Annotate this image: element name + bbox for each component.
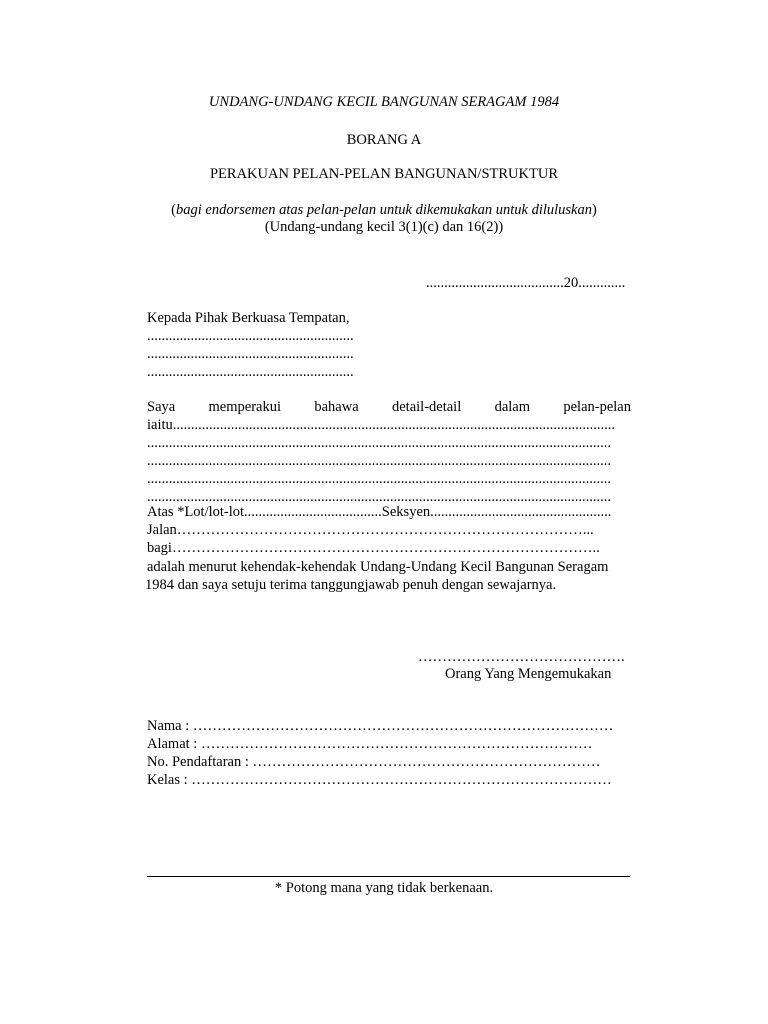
declaration-word: Saya [147,399,176,415]
date-line: ......................................20............. [426,275,626,291]
footnote: * Potong mana yang tidak berkenaan. [274,880,494,896]
act-title: UNDANG-UNDANG KECIL BANGUNAN SERAGAM 1984 [208,94,560,110]
addressee-line: ......................................................... [147,364,354,380]
purpose-text: bagi endorsemen atas pelan-pelan untuk dikemukakan untuk diluluskan [176,202,592,218]
conformity-text: adalah menurut kehendak-kehendak Undang-Undang Kecil Bangunan Seragam [147,559,609,575]
kelas-field: Kelas : …………………………………………………………………………… [147,772,612,788]
declaration-word: detail-detail [391,399,462,415]
addressee-label: Kepada Pihak Berkuasa Tempatan, [147,310,350,326]
form-name: BORANG A [346,132,422,148]
dotted-line: ................................................................................................................................ [147,453,611,469]
declaration-word: pelan-pelan [563,399,631,415]
jalan-line: Jalan…………………………………………………………………………... [147,522,594,538]
purpose-close-paren: ) [591,202,597,218]
iaitu-line: iaitu.......................................................................................................................... [147,417,616,433]
lot-section-line: Atas *Lot/lot-lot......................................Seksyen.................................................. [147,504,612,520]
signature-label: Orang Yang Mengemukakan [445,666,612,682]
alamat-field: Alamat : ……………………………………………………………………… [147,736,593,752]
declaration-word: memperakui [208,399,282,415]
no-pendaftaran-field: No. Pendaftaran : ……………………………………………………………… [147,754,601,770]
dotted-line: ................................................................................................................................ [147,435,611,451]
declaration-word: dalam [494,399,531,415]
signature-line: ……………………………………. [418,649,625,665]
bagi-line: bagi…………………………………………………………………………….. [147,540,600,556]
footnote-divider [147,876,630,877]
bylaw-reference: (Undang-undang kecil 3(1)(c) dan 16(2)) [264,219,504,235]
declaration-first-line [147,398,631,416]
purpose-note [0,201,768,219]
declaration-word: bahawa [314,399,359,415]
dotted-line: ................................................................................................................................ [147,489,611,505]
purpose-open-paren: ( [171,202,176,218]
dotted-line: ................................................................................................................................ [147,471,611,487]
addressee-line: ......................................................... [147,328,354,344]
conformity-text: 1984 dan saya setuju terima tanggungjawab penuh dengan sewajarnya. [145,577,557,593]
nama-field: Nama : …………………………………………………………………………… [147,718,614,734]
addressee-line: ......................................................... [147,346,354,362]
form-title: PERAKUAN PELAN-PELAN BANGUNAN/STRUKTUR [209,166,558,182]
